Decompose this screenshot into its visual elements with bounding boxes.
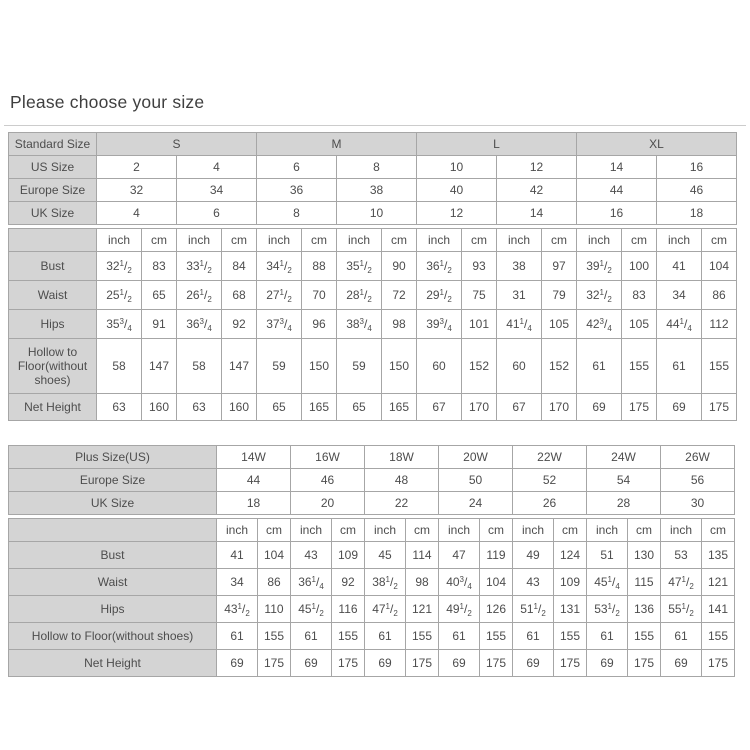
table-row [9, 202, 737, 225]
table-cell: $36^1/_2$ [417, 252, 462, 281]
table-cell: 22 [365, 492, 439, 515]
table-cell: 67 [497, 394, 542, 421]
page-title: Please choose your size [10, 92, 205, 112]
table-cell: cm [258, 519, 291, 542]
table-cell: 52 [513, 469, 587, 492]
table-cell: 61 [657, 339, 702, 394]
table-cell: 49 [513, 542, 554, 569]
table-cell: 147 [142, 339, 177, 394]
table-cell: 69 [365, 650, 406, 677]
table-cell: $38^3/_4$ [337, 310, 382, 339]
table-cell: 104 [702, 252, 737, 281]
table-row [9, 310, 737, 339]
table-cell: 69 [657, 394, 702, 421]
table-cell: $32^1/_2$ [577, 281, 622, 310]
table-cell: 97 [542, 252, 577, 281]
table-cell: $33^1/_2$ [177, 252, 222, 281]
row-label: Bust [9, 252, 97, 281]
table-cell: $36^1/_4$ [291, 569, 332, 596]
table-cell: 18 [217, 492, 291, 515]
table-cell: $25^1/_2$ [97, 281, 142, 310]
row-label: Net Height [9, 394, 97, 421]
table-cell: 14W [217, 446, 291, 469]
table-cell: $37^3/_4$ [257, 310, 302, 339]
row-label: UK Size [9, 492, 217, 515]
table-cell: cm [142, 229, 177, 252]
table-cell: 175 [622, 394, 657, 421]
table-cell: 152 [542, 339, 577, 394]
row-label: Europe Size [9, 469, 217, 492]
table-cell: cm [702, 519, 735, 542]
table-cell: 65 [142, 281, 177, 310]
table-cell: 16 [657, 156, 737, 179]
table-cell: 124 [554, 542, 587, 569]
table-row [9, 133, 737, 156]
table-cell: 175 [406, 650, 439, 677]
table-cell: 109 [554, 569, 587, 596]
table-cell: 170 [462, 394, 497, 421]
table-cell: 90 [382, 252, 417, 281]
table-row [9, 156, 737, 179]
table-cell: $47^1/_2$ [661, 569, 702, 596]
table-cell: L [417, 133, 577, 156]
table-cell: 69 [661, 650, 702, 677]
table-cell: 104 [480, 569, 513, 596]
table-cell: inch [337, 229, 382, 252]
table-row [9, 519, 735, 542]
table-cell: cm [554, 519, 587, 542]
table-cell: 10 [417, 156, 497, 179]
table-cell: cm [462, 229, 497, 252]
table-cell: 16W [291, 446, 365, 469]
standard-size-measurements-table [8, 228, 737, 421]
table-cell: 72 [382, 281, 417, 310]
table-cell: 69 [291, 650, 332, 677]
table-cell: 14 [577, 156, 657, 179]
table-cell: inch [439, 519, 480, 542]
table-cell: 47 [439, 542, 480, 569]
table-cell: $45^1/_2$ [291, 596, 332, 623]
table-cell: 58 [97, 339, 142, 394]
table-cell: 8 [257, 202, 337, 225]
table-cell: 105 [542, 310, 577, 339]
table-cell: 4 [177, 156, 257, 179]
table-cell: $32^1/_2$ [97, 252, 142, 281]
table-cell: $35^3/_4$ [97, 310, 142, 339]
table-cell: 175 [702, 650, 735, 677]
table-cell: 48 [365, 469, 439, 492]
table-cell: 98 [406, 569, 439, 596]
table-cell: 75 [462, 281, 497, 310]
table-cell: 63 [177, 394, 222, 421]
table-cell: inch [217, 519, 258, 542]
table-cell: inch [497, 229, 542, 252]
table-cell: $27^1/_2$ [257, 281, 302, 310]
table-cell: 147 [222, 339, 257, 394]
table-row [9, 394, 737, 421]
table-cell: inch [97, 229, 142, 252]
table-cell: $38^1/_2$ [365, 569, 406, 596]
table-cell: 42 [497, 179, 577, 202]
table-cell: 60 [497, 339, 542, 394]
table-cell: 54 [587, 469, 661, 492]
table-cell: 155 [622, 339, 657, 394]
table-cell: 61 [365, 623, 406, 650]
table-cell: 60 [417, 339, 462, 394]
table-cell: 38 [337, 179, 417, 202]
table-cell: 68 [222, 281, 257, 310]
table-cell: 53 [661, 542, 702, 569]
table-cell: $49^1/_2$ [439, 596, 480, 623]
table-cell: 84 [222, 252, 257, 281]
table-cell: 14 [497, 202, 577, 225]
table-cell: 126 [480, 596, 513, 623]
table-cell: 2 [97, 156, 177, 179]
table-cell: 155 [406, 623, 439, 650]
table-cell: $29^1/_2$ [417, 281, 462, 310]
table-cell: 61 [661, 623, 702, 650]
table-cell: inch [577, 229, 622, 252]
table-cell: 43 [513, 569, 554, 596]
table-cell: 4 [97, 202, 177, 225]
table-row [9, 446, 735, 469]
table-cell: 65 [257, 394, 302, 421]
table-cell: $39^3/_4$ [417, 310, 462, 339]
table-cell: 155 [628, 623, 661, 650]
table-cell: 69 [439, 650, 480, 677]
table-cell: 59 [257, 339, 302, 394]
table-cell: 69 [587, 650, 628, 677]
plus-size-measurements-table [8, 518, 735, 677]
table-cell: 92 [332, 569, 365, 596]
table-row [9, 339, 737, 394]
table-cell: 38 [497, 252, 542, 281]
table-cell: 32 [97, 179, 177, 202]
table-cell: cm [542, 229, 577, 252]
standard-size-header-table [8, 132, 737, 225]
table-cell: 44 [217, 469, 291, 492]
table-cell: 34 [217, 569, 258, 596]
table-cell: 61 [513, 623, 554, 650]
table-cell: 44 [577, 179, 657, 202]
table-cell: 45 [365, 542, 406, 569]
table-row [9, 542, 735, 569]
table-cell: 8 [337, 156, 417, 179]
row-label: Hips [9, 310, 97, 339]
table-cell: 43 [291, 542, 332, 569]
table-cell: inch [657, 229, 702, 252]
table-cell: 16 [577, 202, 657, 225]
table-cell: cm [480, 519, 513, 542]
row-label: Plus Size(US) [9, 446, 217, 469]
table-cell: cm [382, 229, 417, 252]
table-cell: 12 [497, 156, 577, 179]
table-cell: cm [302, 229, 337, 252]
table-cell: 152 [462, 339, 497, 394]
title-divider [4, 125, 746, 126]
table-cell: cm [222, 229, 257, 252]
row-label: Hips [9, 596, 217, 623]
table-cell: $36^3/_4$ [177, 310, 222, 339]
table-row [9, 492, 735, 515]
row-label: Europe Size [9, 179, 97, 202]
table-cell: 26 [513, 492, 587, 515]
table-cell: $42^3/_4$ [577, 310, 622, 339]
table-cell: 170 [542, 394, 577, 421]
row-label: US Size [9, 156, 97, 179]
table-cell: 141 [702, 596, 735, 623]
row-label: UK Size [9, 202, 97, 225]
table-cell: cm [332, 519, 365, 542]
table-cell: 30 [661, 492, 735, 515]
table-cell: 96 [302, 310, 337, 339]
table-cell: 155 [702, 339, 737, 394]
table-cell: 63 [97, 394, 142, 421]
table-cell: cm [622, 229, 657, 252]
table-cell: 56 [661, 469, 735, 492]
table-cell: 105 [622, 310, 657, 339]
table-cell: 6 [177, 202, 257, 225]
table-cell: S [97, 133, 257, 156]
table-cell: inch [365, 519, 406, 542]
table-cell: 93 [462, 252, 497, 281]
table-cell: inch [177, 229, 222, 252]
table-cell: 24W [587, 446, 661, 469]
table-cell: $26^1/_2$ [177, 281, 222, 310]
table-cell: 18W [365, 446, 439, 469]
table-row [9, 569, 735, 596]
table-cell: 10 [337, 202, 417, 225]
table-cell: 22W [513, 446, 587, 469]
table-cell: 69 [217, 650, 258, 677]
table-cell: $35^1/_2$ [337, 252, 382, 281]
row-label: Net Height [9, 650, 217, 677]
table-cell: 112 [702, 310, 737, 339]
table-cell: 121 [406, 596, 439, 623]
row-label [9, 519, 217, 542]
table-cell: 165 [302, 394, 337, 421]
table-row [9, 469, 735, 492]
table-cell: 135 [702, 542, 735, 569]
table-cell: 100 [622, 252, 657, 281]
table-cell: 86 [258, 569, 291, 596]
table-cell: 155 [258, 623, 291, 650]
table-cell: 136 [628, 596, 661, 623]
table-cell: 155 [332, 623, 365, 650]
table-cell: $47^1/_2$ [365, 596, 406, 623]
table-cell: inch [257, 229, 302, 252]
table-cell: $51^1/_2$ [513, 596, 554, 623]
table-cell: 61 [291, 623, 332, 650]
table-cell: 46 [291, 469, 365, 492]
row-label: Bust [9, 542, 217, 569]
table-cell: M [257, 133, 417, 156]
table-cell: 41 [657, 252, 702, 281]
table-row [9, 179, 737, 202]
table-cell: 101 [462, 310, 497, 339]
table-cell: 88 [302, 252, 337, 281]
tables-gap [8, 421, 748, 445]
table-row [9, 281, 737, 310]
table-cell: $28^1/_2$ [337, 281, 382, 310]
table-cell: $45^1/_4$ [587, 569, 628, 596]
table-row [9, 229, 737, 252]
table-cell: inch [513, 519, 554, 542]
table-cell: 65 [337, 394, 382, 421]
table-cell: inch [417, 229, 462, 252]
table-cell: 91 [142, 310, 177, 339]
size-chart [8, 132, 748, 677]
table-cell: $41^1/_4$ [497, 310, 542, 339]
row-label [9, 229, 97, 252]
table-cell: XL [577, 133, 737, 156]
table-cell: 34 [657, 281, 702, 310]
table-cell: 155 [554, 623, 587, 650]
table-cell: cm [628, 519, 661, 542]
table-cell: 61 [217, 623, 258, 650]
table-cell: 79 [542, 281, 577, 310]
table-row [9, 650, 735, 677]
table-cell: $39^1/_2$ [577, 252, 622, 281]
table-cell: 114 [406, 542, 439, 569]
table-cell: 20 [291, 492, 365, 515]
table-cell: $53^1/_2$ [587, 596, 628, 623]
table-cell: 150 [382, 339, 417, 394]
table-cell: 109 [332, 542, 365, 569]
row-label: Standard Size [9, 133, 97, 156]
table-cell: inch [291, 519, 332, 542]
table-cell: 175 [628, 650, 661, 677]
table-cell: 12 [417, 202, 497, 225]
table-cell: $43^1/_2$ [217, 596, 258, 623]
table-cell: 58 [177, 339, 222, 394]
table-cell: inch [661, 519, 702, 542]
plus-size-header-table [8, 445, 735, 515]
table-cell: 175 [702, 394, 737, 421]
table-cell: 26W [661, 446, 735, 469]
table-row [9, 596, 735, 623]
table-cell: 115 [628, 569, 661, 596]
table-cell: 104 [258, 542, 291, 569]
table-cell: 110 [258, 596, 291, 623]
table-cell: 86 [702, 281, 737, 310]
table-cell: 41 [217, 542, 258, 569]
table-cell: 6 [257, 156, 337, 179]
table-cell: $34^1/_2$ [257, 252, 302, 281]
table-row [9, 623, 735, 650]
table-cell: 69 [577, 394, 622, 421]
table-cell: 155 [702, 623, 735, 650]
table-row [9, 252, 737, 281]
table-cell: 69 [513, 650, 554, 677]
table-cell: 116 [332, 596, 365, 623]
table-cell: 46 [657, 179, 737, 202]
table-cell: 175 [332, 650, 365, 677]
table-cell: 131 [554, 596, 587, 623]
table-cell: 51 [587, 542, 628, 569]
table-cell: 59 [337, 339, 382, 394]
table-cell: cm [702, 229, 737, 252]
table-cell: 119 [480, 542, 513, 569]
table-cell: 24 [439, 492, 513, 515]
table-cell: 70 [302, 281, 337, 310]
table-cell: 61 [439, 623, 480, 650]
table-cell: 175 [258, 650, 291, 677]
table-cell: 36 [257, 179, 337, 202]
table-cell: 175 [554, 650, 587, 677]
table-cell: 155 [480, 623, 513, 650]
table-cell: 61 [587, 623, 628, 650]
table-cell: cm [406, 519, 439, 542]
table-cell: 150 [302, 339, 337, 394]
table-cell: 175 [480, 650, 513, 677]
table-cell: 34 [177, 179, 257, 202]
table-cell: 165 [382, 394, 417, 421]
table-cell: 121 [702, 569, 735, 596]
table-cell: 160 [222, 394, 257, 421]
table-cell: 160 [142, 394, 177, 421]
row-label: Hollow to Floor(without shoes) [9, 623, 217, 650]
table-cell: 50 [439, 469, 513, 492]
table-cell: 83 [622, 281, 657, 310]
table-cell: $44^1/_4$ [657, 310, 702, 339]
row-label: Waist [9, 281, 97, 310]
table-cell: 61 [577, 339, 622, 394]
table-cell: $40^3/_4$ [439, 569, 480, 596]
table-cell: inch [587, 519, 628, 542]
row-label: Waist [9, 569, 217, 596]
row-label: Hollow to Floor(without shoes) [9, 339, 97, 394]
table-cell: 98 [382, 310, 417, 339]
table-cell: 28 [587, 492, 661, 515]
table-cell: 40 [417, 179, 497, 202]
table-cell: 67 [417, 394, 462, 421]
table-cell: 31 [497, 281, 542, 310]
table-cell: 83 [142, 252, 177, 281]
table-cell: 20W [439, 446, 513, 469]
table-cell: $55^1/_2$ [661, 596, 702, 623]
table-cell: 18 [657, 202, 737, 225]
table-cell: 92 [222, 310, 257, 339]
table-cell: 130 [628, 542, 661, 569]
